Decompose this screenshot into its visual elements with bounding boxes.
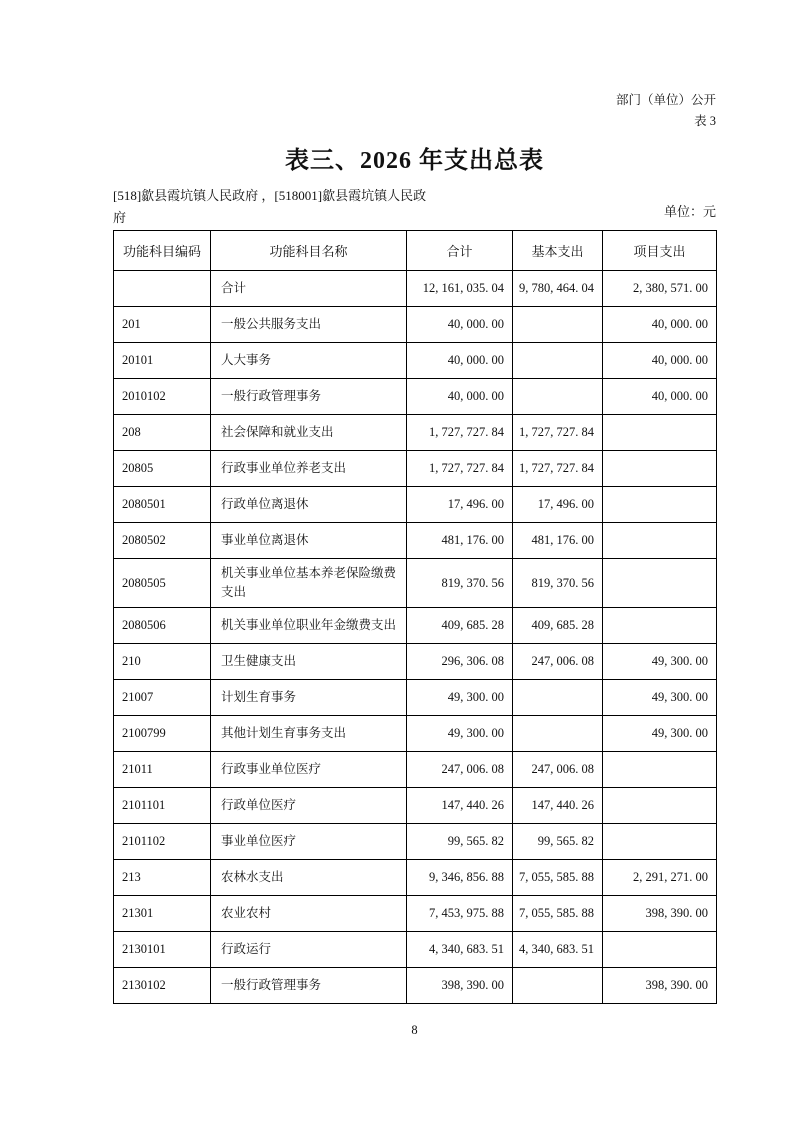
cell-project-expense: 2, 380, 571. 00 xyxy=(603,271,717,307)
cell-project-expense xyxy=(603,824,717,860)
cell-basic-expense xyxy=(513,680,603,716)
table-row xyxy=(114,860,717,896)
cell-function-name: 合计 xyxy=(211,271,407,307)
table-row xyxy=(114,343,717,379)
table-row xyxy=(114,379,717,415)
cell-total: 1, 727, 727. 84 xyxy=(407,451,513,487)
header-total: 合计 xyxy=(407,231,513,271)
expenditure-table xyxy=(113,230,717,1004)
cell-basic-expense: 1, 727, 727. 84 xyxy=(513,451,603,487)
cell-total: 49, 300. 00 xyxy=(407,680,513,716)
cell-basic-expense: 247, 006. 08 xyxy=(513,752,603,788)
corner-note-line2: 表 3 xyxy=(694,114,716,128)
cell-function-name: 卫生健康支出 xyxy=(211,644,407,680)
cell-project-expense xyxy=(603,451,717,487)
cell-basic-expense: 17, 496. 00 xyxy=(513,487,603,523)
cell-total: 40, 000. 00 xyxy=(407,307,513,343)
cell-basic-expense: 247, 006. 08 xyxy=(513,644,603,680)
cell-total: 481, 176. 00 xyxy=(407,523,513,559)
cell-project-expense xyxy=(603,415,717,451)
cell-function-name: 行政事业单位医疗 xyxy=(211,752,407,788)
cell-total: 40, 000. 00 xyxy=(407,379,513,415)
cell-project-expense: 40, 000. 00 xyxy=(603,343,717,379)
table-row xyxy=(114,523,717,559)
table-row xyxy=(114,932,717,968)
cell-function-code: 2080502 xyxy=(114,523,211,559)
unit-label: 单位：元 xyxy=(663,204,716,219)
cell-function-name: 农林水支出 xyxy=(211,860,407,896)
table-row xyxy=(114,824,717,860)
cell-total: 296, 306. 08 xyxy=(407,644,513,680)
cell-function-name: 计划生育事务 xyxy=(211,680,407,716)
cell-total: 40, 000. 00 xyxy=(407,343,513,379)
table-header-row xyxy=(114,231,717,271)
page-number: 8 xyxy=(411,1023,418,1037)
header-project-expense: 项目支出 xyxy=(603,231,717,271)
cell-project-expense xyxy=(603,608,717,644)
cell-function-name: 农业农村 xyxy=(211,896,407,932)
cell-function-code: 2010102 xyxy=(114,379,211,415)
cell-function-code: 2130102 xyxy=(114,968,211,1004)
cell-total: 17, 496. 00 xyxy=(407,487,513,523)
cell-function-code: 21007 xyxy=(114,680,211,716)
cell-function-code: 2080506 xyxy=(114,608,211,644)
cell-basic-expense: 409, 685. 28 xyxy=(513,608,603,644)
table-row xyxy=(114,487,717,523)
cell-total: 819, 370. 56 xyxy=(407,559,513,608)
cell-total: 147, 440. 26 xyxy=(407,788,513,824)
cell-project-expense: 398, 390. 00 xyxy=(603,968,717,1004)
cell-function-name: 人大事务 xyxy=(211,343,407,379)
cell-total: 9, 346, 856. 88 xyxy=(407,860,513,896)
page-content xyxy=(113,0,716,1122)
header-function-name: 功能科目名称 xyxy=(211,231,407,271)
table-row xyxy=(114,415,717,451)
cell-total: 99, 565. 82 xyxy=(407,824,513,860)
cell-function-code: 208 xyxy=(114,415,211,451)
cell-basic-expense xyxy=(513,968,603,1004)
cell-function-name: 行政运行 xyxy=(211,932,407,968)
cell-total: 49, 300. 00 xyxy=(407,716,513,752)
table-row xyxy=(114,451,717,487)
cell-function-code xyxy=(114,271,211,307)
cell-function-name: 其他计划生育事务支出 xyxy=(211,716,407,752)
cell-function-code: 2101101 xyxy=(114,788,211,824)
cell-basic-expense: 1, 727, 727. 84 xyxy=(513,415,603,451)
cell-function-name: 一般行政管理事务 xyxy=(211,968,407,1004)
table-row xyxy=(114,644,717,680)
cell-project-expense: 49, 300. 00 xyxy=(603,716,717,752)
cell-function-code: 2080501 xyxy=(114,487,211,523)
cell-function-code: 210 xyxy=(114,644,211,680)
cell-function-code: 2080505 xyxy=(114,559,211,608)
cell-function-name: 机关事业单位基本养老保险缴费支出 xyxy=(211,559,407,608)
cell-function-code: 20805 xyxy=(114,451,211,487)
cell-project-expense: 2, 291, 271. 00 xyxy=(603,860,717,896)
cell-basic-expense: 147, 440. 26 xyxy=(513,788,603,824)
cell-project-expense: 40, 000. 00 xyxy=(603,379,717,415)
table-row xyxy=(114,968,717,1004)
cell-function-code: 201 xyxy=(114,307,211,343)
table-row xyxy=(114,716,717,752)
cell-basic-expense: 9, 780, 464. 04 xyxy=(513,271,603,307)
cell-function-name: 事业单位医疗 xyxy=(211,824,407,860)
cell-project-expense: 40, 000. 00 xyxy=(603,307,717,343)
cell-total: 12, 161, 035. 04 xyxy=(407,271,513,307)
cell-basic-expense xyxy=(513,716,603,752)
cell-total: 409, 685. 28 xyxy=(407,608,513,644)
table-row xyxy=(114,307,717,343)
cell-project-expense xyxy=(603,932,717,968)
cell-project-expense: 49, 300. 00 xyxy=(603,680,717,716)
cell-total: 4, 340, 683. 51 xyxy=(407,932,513,968)
cell-project-expense xyxy=(603,752,717,788)
cell-project-expense xyxy=(603,559,717,608)
header-basic-expense: 基本支出 xyxy=(513,231,603,271)
cell-basic-expense: 7, 055, 585. 88 xyxy=(513,860,603,896)
cell-basic-expense: 7, 055, 585. 88 xyxy=(513,896,603,932)
header-function-code: 功能科目编码 xyxy=(114,231,211,271)
cell-total: 7, 453, 975. 88 xyxy=(407,896,513,932)
table-row xyxy=(114,896,717,932)
cell-function-code: 2101102 xyxy=(114,824,211,860)
cell-project-expense xyxy=(603,487,717,523)
table-body xyxy=(114,271,717,1004)
cell-basic-expense xyxy=(513,379,603,415)
cell-project-expense: 398, 390. 00 xyxy=(603,896,717,932)
organization-name: [518]歙县霞坑镇人民政府 ，[518001]歙县霞坑镇人民政府 xyxy=(113,188,427,225)
cell-function-name: 一般公共服务支出 xyxy=(211,307,407,343)
cell-function-name: 一般行政管理事务 xyxy=(211,379,407,415)
cell-total: 247, 006. 08 xyxy=(407,752,513,788)
cell-function-code: 2100799 xyxy=(114,716,211,752)
cell-function-code: 21011 xyxy=(114,752,211,788)
table-row xyxy=(114,680,717,716)
cell-function-name: 行政单位离退休 xyxy=(211,487,407,523)
cell-function-code: 2130101 xyxy=(114,932,211,968)
cell-function-name: 行政事业单位养老支出 xyxy=(211,451,407,487)
cell-basic-expense: 4, 340, 683. 51 xyxy=(513,932,603,968)
table-row xyxy=(114,559,717,608)
corner-note xyxy=(616,90,716,132)
table-row xyxy=(114,608,717,644)
cell-function-name: 行政单位医疗 xyxy=(211,788,407,824)
table-row xyxy=(114,788,717,824)
table-row xyxy=(114,752,717,788)
cell-function-code: 20101 xyxy=(114,343,211,379)
cell-basic-expense: 819, 370. 56 xyxy=(513,559,603,608)
cell-total: 1, 727, 727. 84 xyxy=(407,415,513,451)
cell-basic-expense: 99, 565. 82 xyxy=(513,824,603,860)
table-row xyxy=(114,271,717,307)
corner-note-line1: 部门（单位）公开 xyxy=(615,93,716,107)
cell-total: 398, 390. 00 xyxy=(407,968,513,1004)
cell-function-name: 事业单位离退休 xyxy=(211,523,407,559)
cell-basic-expense xyxy=(513,343,603,379)
cell-function-name: 社会保障和就业支出 xyxy=(211,415,407,451)
cell-function-code: 213 xyxy=(114,860,211,896)
cell-function-code: 21301 xyxy=(114,896,211,932)
cell-project-expense: 49, 300. 00 xyxy=(603,644,717,680)
cell-project-expense xyxy=(603,788,717,824)
cell-function-name: 机关事业单位职业年金缴费支出 xyxy=(211,608,407,644)
cell-project-expense xyxy=(603,523,717,559)
page-title: 表三、2026 年支出总表 xyxy=(285,148,544,174)
cell-basic-expense xyxy=(513,307,603,343)
cell-basic-expense: 481, 176. 00 xyxy=(513,523,603,559)
